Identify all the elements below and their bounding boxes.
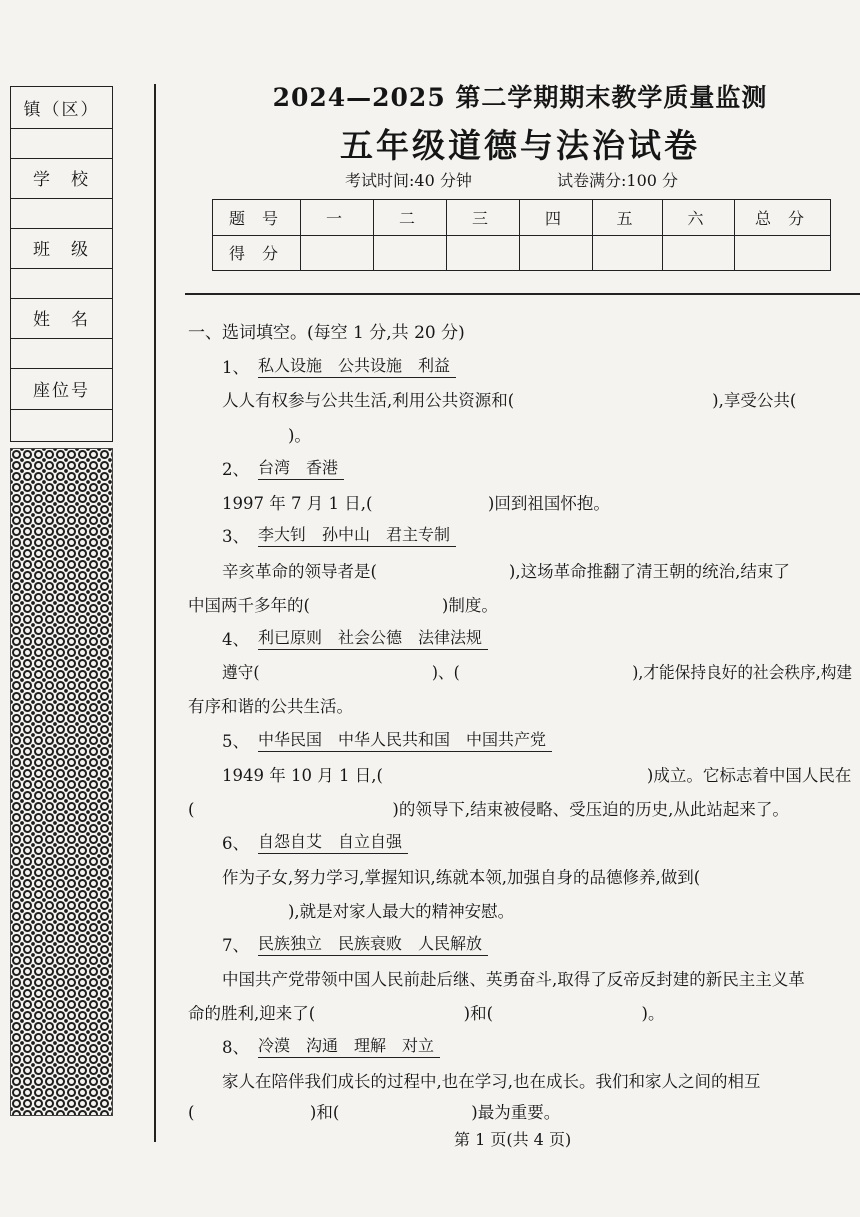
class-label: 班 级 [33,240,90,260]
score-cell[interactable] [374,235,447,271]
question-text: ),就是对家人最大的精神安慰。 [222,902,515,921]
question-text: 命的胜利,迎来了( )和( )。 [188,1004,665,1023]
word-bank: 中华民国 中华人民共和国 中国共产党 [258,727,552,752]
exam-subtitle: 五年级道德与法治试卷 [340,126,700,165]
question-text: 作为子女,努力学习,掌握知识,练就本领,加强自身的品德修养,做到( [222,868,701,887]
question-text: 中国两千多年的( )制度。 [188,596,498,615]
word-bank: 李大钊 孙中山 君主专制 [258,522,456,547]
table-row [213,235,831,271]
word-bank: 私人设施 公共设施 利益 [258,353,456,378]
question-text: )。 [222,426,311,445]
district-label: 镇（区） [23,100,100,120]
divider [11,268,112,269]
question-number: 4、 [222,630,249,649]
question-number: 6、 [222,834,249,853]
question-text: 1949 年 10 月 1 日,( )成立。它标志着中国人民在 [222,766,852,785]
question-text: 辛亥革命的领导者是( ),这场革命推翻了清王朝的统治,结束了 [222,562,790,581]
header-cell: 六 [663,200,735,236]
seat-label: 座位号 [33,381,90,401]
question-text: ( )的领导下,结束被侵略、受压迫的历史,从此站起来了。 [188,800,789,819]
divider [11,298,112,299]
header-cell: 题 号 [213,200,301,236]
question-number: 8、 [222,1038,249,1057]
question-text: 家人在陪伴我们成长的过程中,也在学习,也在成长。我们和家人之间的相互 [222,1072,761,1091]
word-bank: 台湾 香港 [258,455,344,480]
question-text: 中国共产党带领中国人民前赴后继、英勇奋斗,取得了反帝反封建的新民主主义革 [222,970,805,989]
question-number: 3、 [222,527,249,546]
section-title: 一、选词填空。(每空 1 分,共 20 分) [188,323,465,343]
score-table [212,199,831,271]
score-cell[interactable] [447,235,520,271]
word-bank: 利已原则 社会公德 法律法规 [258,625,488,650]
score-cell[interactable] [735,235,831,271]
question-number: 1、 [222,358,249,377]
divider [11,368,112,369]
header-cell: 三 [447,200,520,236]
score-cell[interactable] [593,235,663,271]
word-bank: 民族独立 民族衰败 人民解放 [258,931,488,956]
question-number: 2、 [222,460,249,479]
binding-line [154,84,156,1142]
score-cell[interactable] [520,235,593,271]
header-cell: 五 [593,200,663,236]
exam-title: 2024—2025 第二学期期末教学质量监测 [272,83,768,112]
name-label: 姓 名 [33,310,90,330]
question-text: 1997 年 7 月 1 日,( )回到祖国怀抱。 [222,494,610,513]
divider [11,338,112,339]
score-label: 得 分 [213,235,301,271]
header-cell: 四 [520,200,593,236]
header-cell: 总 分 [735,200,831,236]
decorative-pattern [10,448,113,1116]
question-number: 7、 [222,936,249,955]
divider [11,158,112,159]
school-label: 学 校 [33,170,90,190]
divider [11,228,112,229]
question-number: 5、 [222,732,249,751]
word-bank: 冷漠 沟通 理解 对立 [258,1033,440,1058]
full-score: 试卷满分:100 分 [557,171,679,190]
divider [11,198,112,199]
question-text: 人人有权参与公共生活,利用公共资源和( ),享受公共( [222,391,797,410]
header-cell: 二 [374,200,447,236]
score-cell[interactable] [663,235,735,271]
question-text: ( )和( )最为重要。 [188,1103,561,1122]
question-text: 遵守( )、( ),才能保持良好的社会秩序,构建 [222,663,853,682]
exam-time: 考试时间:40 分钟 [345,171,472,190]
score-cell[interactable] [301,235,374,271]
divider [11,409,112,410]
question-text: 有序和谐的公共生活。 [188,697,353,716]
page-footer: 第 1 页(共 4 页) [454,1130,572,1149]
table-row [213,200,831,236]
section-divider [185,293,860,295]
student-info-box [10,86,113,442]
header-cell: 一 [301,200,374,236]
divider [11,128,112,129]
word-bank: 自怨自艾 自立自强 [258,829,408,854]
